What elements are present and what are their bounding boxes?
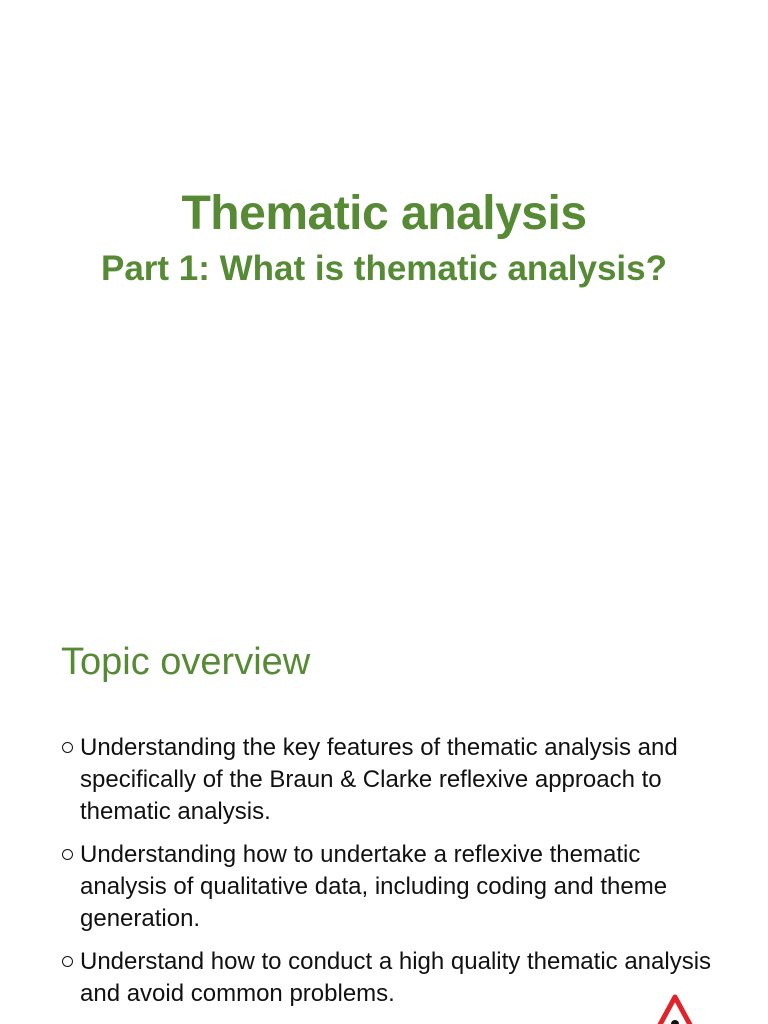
- list-item-text: Understanding the key features of thematic analysis and specifically of the Braun & Clarke reflexive approach to thematic analysis.: [80, 734, 678, 825]
- warning-triangle-icon: [654, 994, 696, 1024]
- slide-subtitle: Part 1: What is thematic analysis?: [100, 249, 667, 288]
- bullet-list: [60, 732, 720, 1021]
- list-item: [60, 839, 720, 935]
- list-item: [60, 946, 720, 1010]
- list-item: [60, 732, 720, 828]
- list-item-text: Understanding how to undertake a reflexive thematic analysis of qualitative data, including coding and theme generation.: [80, 841, 668, 932]
- circle-bullet-icon: [62, 849, 73, 860]
- slide-title: Thematic analysis: [181, 187, 587, 240]
- circle-bullet-icon: [62, 956, 73, 967]
- list-item-text: Understand how to conduct a high quality thematic analysis and avoid common problems.: [80, 948, 712, 1007]
- circle-bullet-icon: [62, 742, 73, 753]
- section-heading: Topic overview: [61, 641, 311, 683]
